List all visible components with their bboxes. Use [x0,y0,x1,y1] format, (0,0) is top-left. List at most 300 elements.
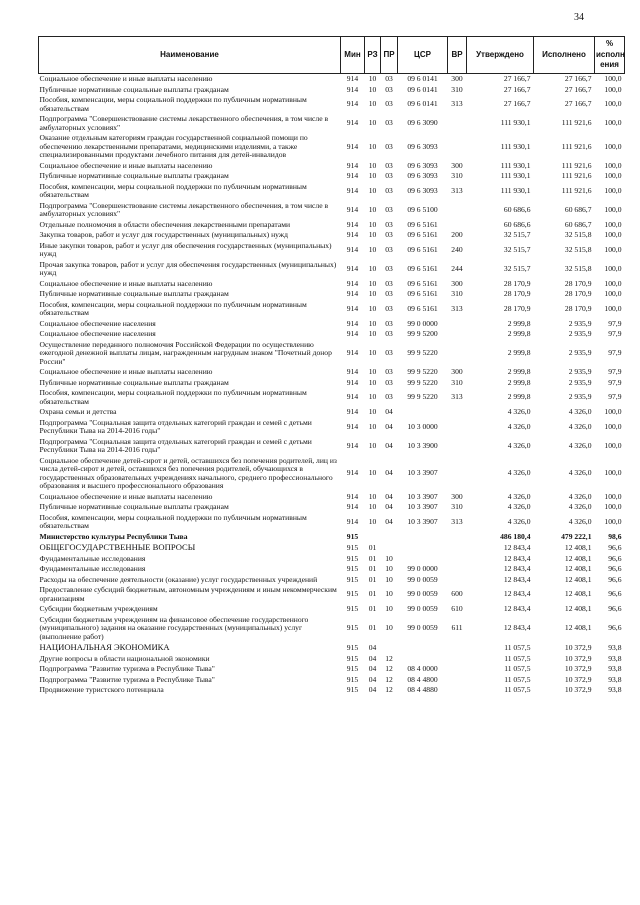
cell-executed: 4 326,0 [568,407,592,416]
cell-rz: 10 [368,141,377,151]
cell-pr: 03 [385,377,393,387]
cell-executed: 2 935,9 [568,392,592,402]
cell-pr: 03 [385,219,393,229]
cell-vr: 310 [451,502,463,511]
cell-pr: 03 [385,74,393,83]
table-row [39,492,625,503]
cell-pr: 04 [385,502,393,511]
table-row [39,300,625,319]
header-rz: РЗ [365,37,381,74]
cell-pr: 10 [385,623,393,633]
cell-approved: 11 057,5 [504,642,531,652]
cell-pr: 03 [385,141,393,151]
cell-name: Фундаментальные исследования [39,564,146,574]
cell-csr: 10 3 3907 [407,468,438,478]
cell-rz: 10 [368,244,377,254]
table-row [39,319,625,330]
cell-vr [448,575,467,586]
cell-executed: 111 921,6 [561,160,592,170]
cell-vr: 200 [451,230,463,239]
cell-csr [398,554,448,565]
cell-percent: 100,0 [604,204,622,214]
cell-percent: 93,8 [608,674,622,684]
cell-csr: 09 6 3093 [407,171,438,180]
cell-name: Иные закупки товаров, работ и услуг для обеспечения государственных (муниципальных) нужд [39,240,332,258]
table-row [39,95,625,114]
cell-approved: 32 515,7 [503,230,531,239]
cell-name: Пособия, компенсации, меры социальной поддержки по публичным нормативным обязательствам [39,388,307,406]
cell-executed: 10 372,9 [564,664,592,674]
cell-pr: 03 [385,392,393,402]
cell-executed: 2 935,9 [568,348,592,357]
cell-approved: 111 930,1 [500,141,531,151]
cell-name: НАЦИОНАЛЬНАЯ ЭКОНОМИКА [39,642,170,653]
cell-executed: 60 686,7 [564,219,592,229]
table-row [39,575,625,586]
cell-min: 915 [346,674,359,684]
cell-vr: 313 [451,99,463,109]
table-row [39,554,625,565]
cell-rz: 04 [368,664,377,674]
cell-pr: 03 [385,348,393,357]
cell-approved: 4 326,0 [507,407,531,416]
cell-approved: 11 057,5 [504,653,531,663]
cell-min: 914 [346,468,359,478]
cell-name: Социальное обеспечение и иные выплаты населению [39,160,213,170]
cell-executed: 10 372,9 [564,685,592,695]
cell-csr: 09 6 5161 [407,263,438,273]
cell-approved: 2 999,8 [507,318,531,328]
cell-vr: 300 [451,491,463,501]
cell-pr: 03 [385,289,393,298]
cell-approved: 28 170,9 [503,289,531,298]
cell-pr: 10 [385,604,393,614]
cell-csr: 99 9 5220 [407,377,438,387]
cell-csr: 99 9 5220 [407,367,438,376]
cell-approved: 12 843,4 [503,589,531,599]
cell-name: Субсидии бюджетным учреждениям [39,604,158,614]
cell-vr [448,340,467,368]
cell-percent: 93,8 [608,653,622,663]
cell-pr: 03 [385,318,393,328]
cell-approved: 12 843,4 [503,542,531,552]
cell-approved: 4 326,0 [507,502,531,511]
cell-executed: 2 935,9 [568,318,592,328]
cell-name: Фундаментальные исследования [39,553,146,563]
cell-executed: 12 408,1 [564,553,592,563]
cell-vr: 313 [451,185,463,195]
cell-csr: 10 3 3907 [407,502,438,511]
cell-pr: 12 [385,685,393,695]
cell-pr: 03 [385,367,393,376]
table-row [39,85,625,96]
cell-pr [381,642,398,654]
cell-executed: 12 408,1 [564,542,592,552]
cell-vr: 300 [451,74,463,83]
cell-name: ОБЩЕГОСУДАРСТВЕННЫЕ ВОПРОСЫ [39,542,196,552]
cell-vr [448,564,467,575]
table-row [39,437,625,456]
table-row [39,675,625,686]
cell-executed: 27 166,7 [564,99,592,109]
table-row [39,513,625,532]
cell-min: 914 [346,377,359,387]
cell-vr: 611 [451,623,463,633]
table-row [39,230,625,241]
cell-executed: 4 326,0 [568,468,592,478]
cell-name: Подпрограмма "Развитие туризма в Республике Тыва" [39,664,215,674]
cell-pr: 03 [385,118,393,128]
cell-csr: 99 0 0000 [407,564,438,574]
cell-min: 915 [346,685,359,695]
cell-rz: 10 [368,84,377,94]
cell-vr [448,532,467,543]
cell-percent: 96,6 [608,553,622,563]
cell-csr: 99 0 0059 [407,589,438,599]
cell-name: Социальное обеспечение населения [39,318,156,328]
cell-csr: 10 3 3900 [407,440,438,450]
cell-pr: 04 [385,516,393,526]
cell-rz: 10 [368,74,377,83]
cell-csr: 99 0 0059 [407,623,438,633]
cell-executed: 4 326,0 [568,491,592,501]
cell-percent: 97,9 [608,367,622,376]
table-row [39,340,625,368]
cell-executed: 111 921,6 [561,185,592,195]
cell-approved: 2 999,8 [507,392,531,402]
cell-executed: 27 166,7 [564,74,592,83]
cell-percent: 100,0 [604,99,622,109]
cell-csr [398,654,448,665]
cell-percent: 97,9 [608,348,622,357]
header-pr: ПР [381,37,398,74]
cell-rz: 04 [368,674,377,684]
cell-executed: 32 515,8 [564,230,592,239]
table-row [39,74,625,85]
cell-vr: 313 [451,303,463,313]
cell-rz: 10 [368,491,377,501]
cell-executed: 2 935,9 [568,377,592,387]
cell-rz: 01 [368,564,377,574]
cell-rz: 10 [368,318,377,328]
cell-name: Пособия, компенсации, меры социальной поддержки по публичным нормативным обязательствам [39,181,307,199]
cell-csr: 99 9 5220 [407,392,438,402]
cell-pr: 10 [385,574,393,584]
cell-approved: 28 170,9 [503,278,531,288]
cell-min: 915 [346,553,359,563]
cell-csr: 09 6 3093 [407,141,438,151]
cell-executed: 28 170,9 [564,289,592,298]
cell-name: Отдельные полномочия в области обеспечения лекарственными препаратами [39,219,291,229]
cell-rz: 01 [368,553,377,563]
cell-percent: 100,0 [604,219,622,229]
page-number: 34 [574,12,584,23]
cell-name: Подпрограмма "Социальная защита отдельных категорий граждан и семей с детьми Республики Тыва на 2014-2016 годы" [39,417,312,435]
header-vr: ВР [448,37,467,74]
table-row [39,201,625,220]
cell-percent: 100,0 [604,278,622,288]
cell-min: 915 [346,531,359,541]
cell-name: Публичные нормативные социальные выплаты гражданам [39,289,229,298]
cell-rz: 10 [368,289,377,298]
cell-executed: 10 372,9 [564,674,592,684]
cell-pr: 04 [385,468,393,478]
cell-vr: 300 [451,278,463,288]
cell-csr: 09 6 0141 [407,84,438,94]
cell-name: Оказание отдельным категориям граждан государственной социальной помощи по обеспечению лекарственными препаратами, медицинскими изделиями, а также специализированными продуктами лечебного питания для детей-инвалидов [39,133,308,159]
table-row [39,532,625,543]
cell-min: 915 [346,642,359,652]
cell-percent: 96,6 [608,589,622,599]
cell-executed: 32 515,8 [564,263,592,273]
cell-name: Социальное обеспечение населения [39,329,156,338]
cell-csr: 09 6 5161 [407,244,438,254]
cell-percent: 100,0 [604,84,622,94]
cell-name: Закупка товаров, работ и услуг для государственных (муниципальных) нужд [39,230,288,239]
cell-pr: 04 [385,440,393,450]
cell-vr [448,642,467,654]
cell-name: Другие вопросы в области национальной экономики [39,653,210,663]
cell-rz: 10 [368,392,377,402]
cell-executed: 12 408,1 [564,574,592,584]
cell-csr [398,407,448,418]
cell-pr: 03 [385,204,393,214]
cell-min: 914 [346,289,359,298]
cell-pr: 04 [385,421,393,431]
cell-rz: 10 [368,502,377,511]
cell-percent: 100,0 [604,440,622,450]
cell-pr: 03 [385,185,393,195]
cell-csr: 09 6 5100 [407,204,438,214]
cell-approved: 2 999,8 [507,329,531,338]
cell-rz: 01 [368,542,377,552]
table-row [39,260,625,279]
cell-executed: 4 326,0 [568,502,592,511]
cell-executed: 4 326,0 [568,440,592,450]
cell-rz: 10 [368,99,377,109]
cell-percent: 100,0 [604,185,622,195]
cell-vr: 313 [451,516,463,526]
table-row [39,367,625,378]
cell-rz: 10 [368,421,377,431]
cell-min: 914 [346,421,359,431]
cell-vr: 300 [451,160,463,170]
table-row [39,279,625,290]
cell-rz: 10 [368,367,377,376]
table-row [39,220,625,231]
cell-pr: 03 [385,244,393,254]
cell-rz: 10 [368,118,377,128]
cell-executed: 111 921,6 [561,141,592,151]
cell-min: 914 [346,99,359,109]
cell-approved: 4 326,0 [507,516,531,526]
cell-name: Пособия, компенсации, меры социальной поддержки по публичным нормативным обязательствам [39,512,307,530]
cell-executed: 2 935,9 [568,367,592,376]
cell-approved: 12 843,4 [503,574,531,584]
cell-vr: 300 [451,367,463,376]
cell-csr: 10 3 3907 [407,516,438,526]
cell-vr: 310 [451,377,463,387]
cell-pr: 03 [385,263,393,273]
header-percent: % исполн ения [595,37,625,74]
cell-approved: 2 999,8 [507,348,531,357]
cell-rz: 10 [368,204,377,214]
cell-rz: 10 [368,185,377,195]
cell-percent: 97,9 [608,377,622,387]
cell-min: 914 [346,171,359,180]
cell-percent: 97,9 [608,318,622,328]
cell-rz: 10 [368,160,377,170]
cell-min: 914 [346,318,359,328]
cell-vr: 310 [451,171,463,180]
cell-approved: 11 057,5 [504,685,531,695]
cell-csr: 09 6 0141 [407,99,438,109]
cell-approved: 32 515,7 [503,244,531,254]
cell-pr: 03 [385,329,393,338]
cell-percent: 100,0 [604,74,622,83]
cell-rz: 10 [368,440,377,450]
table-row [39,502,625,513]
cell-name: Социальное обеспечение и иные выплаты населению [39,367,213,376]
cell-min: 915 [346,589,359,599]
cell-percent: 96,6 [608,574,622,584]
cell-approved: 60 686,6 [503,204,531,214]
cell-vr [448,220,467,231]
cell-rz: 01 [368,623,377,633]
cell-min: 914 [346,303,359,313]
cell-percent: 100,0 [604,407,622,416]
cell-percent: 97,9 [608,392,622,402]
cell-name: Подпрограмма "Совершенствование системы лекарственного обеспечения, в том числе в амбулаторных условиях" [39,114,329,132]
header-approved: Утверждено [467,37,534,74]
cell-rz: 01 [368,604,377,614]
cell-min: 914 [346,407,359,416]
cell-min: 914 [346,502,359,511]
cell-approved: 11 057,5 [504,674,531,684]
cell-vr [448,329,467,340]
cell-name: Предоставление субсидий бюджетным, автономным учреждениям и иным некоммерческим организациям [39,585,337,603]
cell-min: 914 [346,160,359,170]
cell-vr: 313 [451,392,463,402]
cell-rz [365,532,381,543]
cell-percent: 100,0 [604,303,622,313]
cell-csr: 08 4 0000 [407,664,438,674]
cell-csr: 09 6 5161 [407,303,438,313]
cell-percent: 100,0 [604,230,622,239]
cell-approved: 111 930,1 [500,118,531,128]
cell-vr [448,654,467,665]
cell-vr [448,407,467,418]
cell-pr: 03 [385,99,393,109]
table-row [39,418,625,437]
table-row [39,378,625,389]
cell-vr: 244 [451,263,463,273]
budget-table [38,36,625,696]
cell-csr: 10 3 0000 [407,421,438,431]
cell-rz: 10 [368,407,377,416]
cell-approved: 4 326,0 [507,468,531,478]
table-row [39,654,625,665]
cell-name: Публичные нормативные социальные выплаты гражданам [39,377,229,387]
cell-pr: 03 [385,303,393,313]
cell-pr: 03 [385,84,393,94]
cell-percent: 100,0 [604,141,622,151]
cell-percent: 97,9 [608,329,622,338]
cell-vr: 240 [451,244,463,254]
cell-percent: 100,0 [604,263,622,273]
cell-min: 914 [346,440,359,450]
cell-rz: 10 [368,171,377,180]
cell-min: 914 [346,392,359,402]
cell-pr [381,532,398,543]
cell-approved: 111 930,1 [500,160,531,170]
cell-csr [398,542,448,554]
cell-rz: 10 [368,516,377,526]
cell-rz: 10 [368,348,377,357]
cell-min: 915 [346,664,359,674]
cell-min: 914 [346,244,359,254]
cell-approved: 12 843,4 [503,553,531,563]
cell-min: 914 [346,263,359,273]
cell-vr [448,114,467,133]
cell-name: Подпрограмма "Развитие туризма в Республике Тыва" [39,674,215,684]
cell-vr [448,685,467,696]
cell-percent: 93,8 [608,664,622,674]
cell-percent: 96,6 [608,623,622,633]
table-row [39,685,625,696]
cell-min: 914 [346,329,359,338]
cell-rz: 01 [368,589,377,599]
cell-percent: 93,8 [608,642,622,652]
table-row [39,604,625,615]
cell-name: Социальное обеспечение и иные выплаты населению [39,491,213,501]
cell-pr: 12 [385,653,393,663]
table-row [39,456,625,492]
cell-min: 914 [346,204,359,214]
cell-percent: 100,0 [604,160,622,170]
cell-approved: 486 180,4 [500,531,531,541]
cell-min: 914 [346,491,359,501]
table-row [39,542,625,554]
cell-csr: 09 6 5161 [407,289,438,298]
cell-vr: 610 [451,604,463,614]
cell-rz: 04 [368,653,377,663]
cell-csr: 08 4 4800 [407,674,438,684]
cell-vr [448,456,467,492]
cell-min: 914 [346,230,359,239]
cell-min: 914 [346,348,359,357]
cell-executed: 111 921,6 [561,171,592,180]
cell-vr: 310 [451,84,463,94]
cell-vr [448,437,467,456]
cell-percent: 100,0 [604,468,622,478]
cell-rz: 10 [368,263,377,273]
cell-min: 914 [346,219,359,229]
cell-csr: 10 3 3907 [407,491,438,501]
cell-percent: 100,0 [604,516,622,526]
cell-approved: 2 999,8 [507,367,531,376]
table-row [39,642,625,654]
cell-min: 914 [346,367,359,376]
cell-min: 914 [346,185,359,195]
cell-pr: 03 [385,171,393,180]
cell-name: Расходы на обеспечение деятельности (оказание) услуг государственных учреждений [39,574,318,584]
cell-min: 915 [346,574,359,584]
cell-percent: 100,0 [604,421,622,431]
cell-csr: 09 6 3090 [407,118,438,128]
cell-rz: 10 [368,303,377,313]
cell-name: Публичные нормативные социальные выплаты гражданам [39,171,229,180]
